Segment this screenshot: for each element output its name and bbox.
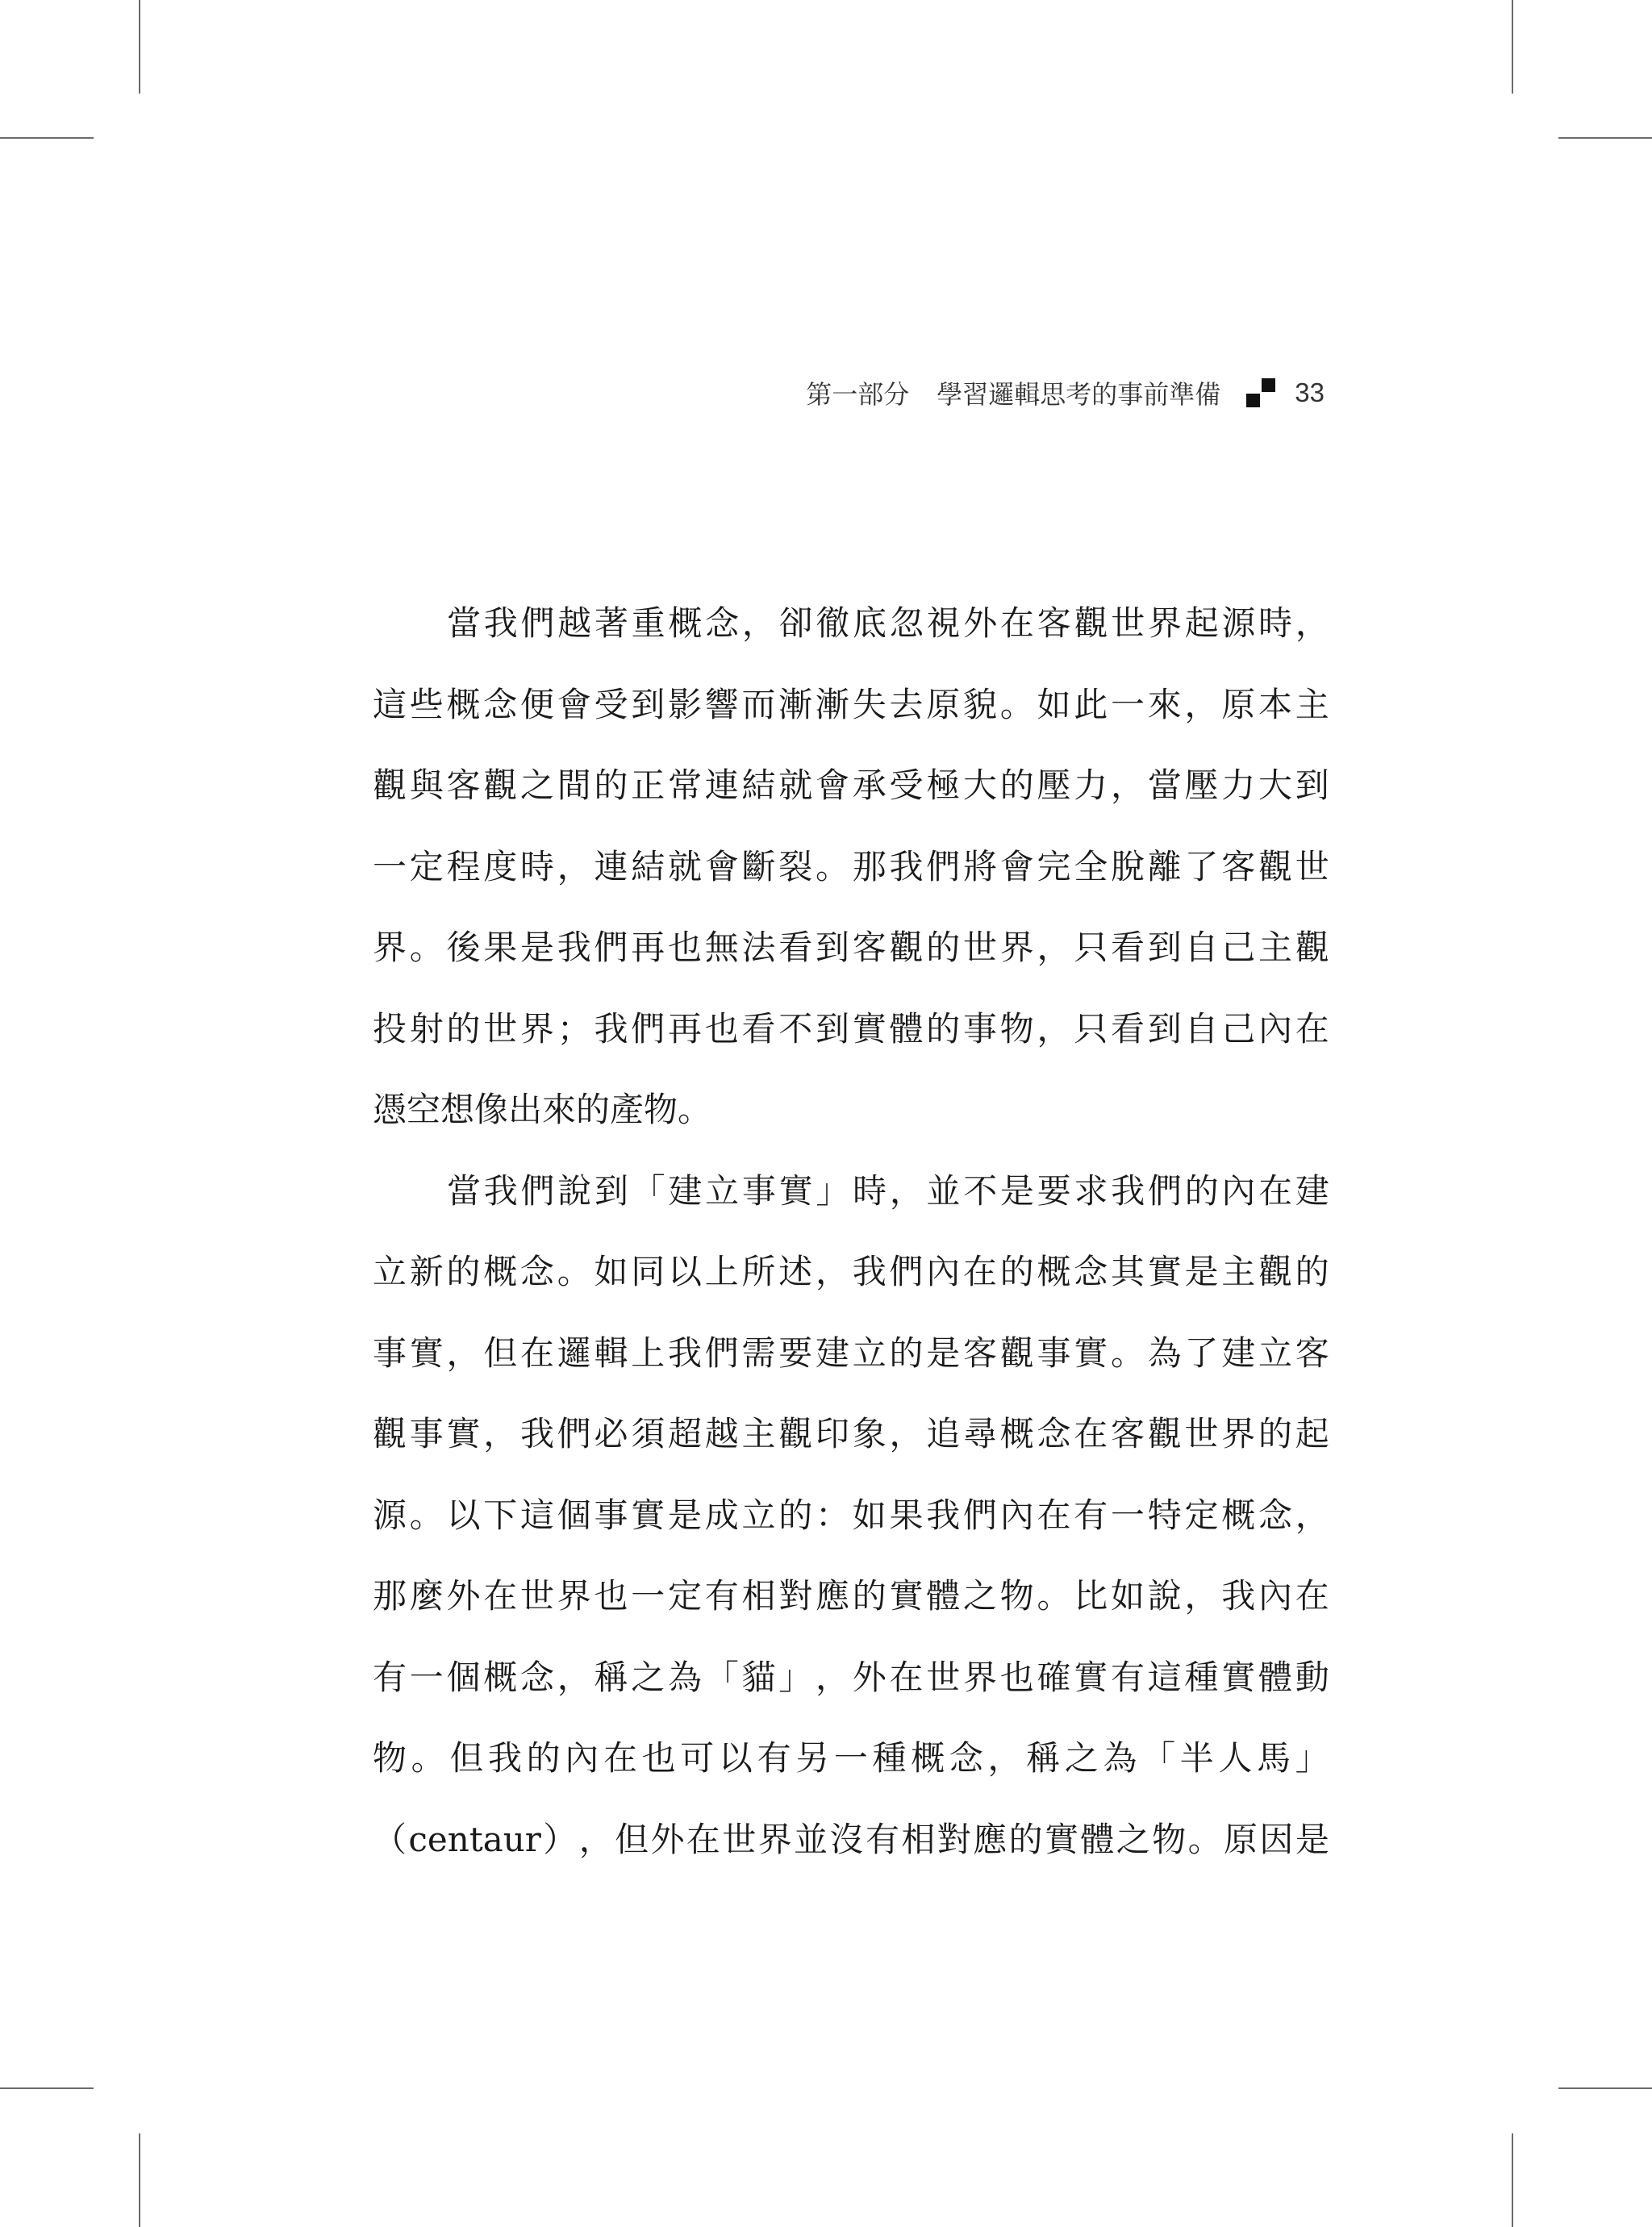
- text-line: 一 定 程 度 時 ， 連 結 就 會 斷 裂 。 那 我 們 將 會 完 全 脫 離 了 客 觀 世: [373, 846, 1329, 886]
- text-line: 事 實 ， 但 在 邏 輯 上 我 們 需 要 建 立 的 是 客 觀 事 實 。 為 了 建 立 客: [373, 1332, 1329, 1373]
- text-line: 這 些 概 念 便 會 受 到 影 響 而 漸 漸 失 去 原 貌 。 如 此 一 來 ， 原 本 主: [373, 684, 1329, 724]
- text-line: 有 一 個 概 念 ， 稱 之 為 「 貓 」 ， 外 在 世 界 也 確 實 有 這 種 實 體 動: [373, 1657, 1329, 1697]
- text-line: 當 我 們 越 著 重 概 念 ， 卻 徹 底 忽 視 外 在 客 觀 世 界 起 源 時 ，: [447, 603, 1329, 643]
- crop-mark-top-right: [1512, 0, 1513, 94]
- text-line: 當 我 們 說 到 「 建 立 事 實 」 時 ， 並 不 是 要 求 我 們 的 內 在 建: [447, 1170, 1329, 1211]
- text-line: 物 。 但 我 的 內 在 也 可 以 有 另 一 種 概 念 ， 稱 之 為 「 半 人 馬 」: [373, 1738, 1329, 1778]
- text-line: 憑空想像出來的產物。: [373, 1090, 712, 1129]
- paragraph: [373, 1163, 1329, 1893]
- text-line: （ centaur ） ， 但 外 在 世 界 並 沒 有 相 對 應 的 實 體 之 物 。 原 因 是: [373, 1819, 1329, 1859]
- crop-mark-top-left: [139, 0, 140, 94]
- crop-mark-bottom-left: [139, 2133, 140, 2227]
- crop-mark-bottom-left: [0, 2087, 94, 2089]
- text-line: 觀 事 實 ， 我 們 必 須 超 越 主 觀 印 象 ， 追 尋 概 念 在 客 觀 世 界 的 起: [373, 1414, 1329, 1453]
- running-head-title: 學習邏輯思考的事前準備: [937, 379, 1221, 410]
- running-head-part: 第一部分: [806, 379, 910, 410]
- text-line: 投 射 的 世 界 ； 我 們 再 也 看 不 到 實 體 的 事 物 ， 只 看 到 自 己 內 在: [373, 1008, 1329, 1049]
- paragraph: [373, 595, 1329, 1163]
- crop-mark-bottom-right: [1512, 2133, 1513, 2227]
- page-number: 33: [1295, 377, 1325, 407]
- section-mark-icon: [1246, 378, 1275, 407]
- text-line: 立 新 的 概 念 。 如 同 以 上 所 述 ， 我 們 內 在 的 概 念 其 實 是 主 觀 的: [373, 1252, 1329, 1291]
- text-line: 觀 與 客 觀 之 間 的 正 常 連 結 就 會 承 受 極 大 的 壓 力 ， 當 壓 力 大 到: [373, 765, 1329, 805]
- text-line: 那 麼 外 在 世 界 也 一 定 有 相 對 應 的 實 體 之 物 。 比 如 說 ， 我 內 在: [373, 1576, 1329, 1616]
- crop-mark-top-left: [0, 137, 94, 139]
- text-line: 源 。 以 下 這 個 事 實 是 成 立 的 ： 如 果 我 們 內 在 有 一 特 定 概 念 ，: [373, 1495, 1329, 1535]
- text-line: 界 。 後 果 是 我 們 再 也 無 法 看 到 客 觀 的 世 界 ， 只 看 到 自 己 主 觀: [373, 928, 1329, 967]
- running-head: [806, 373, 1325, 413]
- crop-mark-top-right: [1558, 137, 1652, 139]
- body-text: [373, 595, 1329, 1892]
- crop-mark-bottom-right: [1558, 2087, 1652, 2089]
